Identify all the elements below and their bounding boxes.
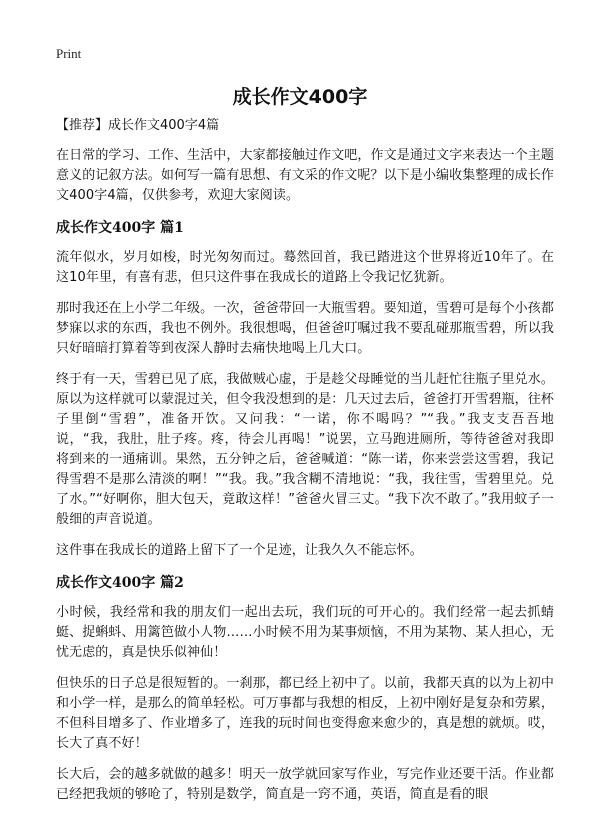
print-link[interactable]: Print xyxy=(56,46,82,61)
paragraph: 小时候，我经常和我的朋友们一起出去玩，我们玩的可开心的。我们经常一起去抓蜻蜓、捉蝌蚪、用篱笆做小人物……小时候不用为某事烦恼，不用为某物、某人担心，无忧无虑的，真是快乐似神仙！ xyxy=(56,605,554,660)
paragraph: 终于有一天，雪碧已见了底，我做贼心虚，于是趁父母睡觉的当儿赶忙往瓶子里兑水。原以为这样就可以蒙混过关，但令我没想到的是：几天过去后，爸爸打开雪碧瓶，往杯子里倒“雪碧”，准备开饮。又问我：“一诺，你不喝吗？”“我。”我支支吾吾地说，“我，我肚，肚子疼。疼，待会儿再喝！”说罢，立马跑进厕所，等待爸爸对我即将到来的一通痛训。果然，五分钟之后，爸爸喊道：“陈一诺，你来尝尝这雪碧，我记得雪碧不是那么清淡的啊！”“我。我。”我含糊不清地说：“我，我往雪，雪碧里兑。兑了水。”“好啊你，胆大包天，竟敢这样！”爸爸火冒三丈。“我下次不敢了。”我用蚊子一般细的声音说道。 xyxy=(56,372,554,527)
paragraph: 那时我还在上小学二年级。一次，爸爸带回一大瓶雪碧。要知道，雪碧可是每个小孩都梦寐以求的东西，我也不例外。我很想喝，但爸爸叮嘱过我不要乱碰那瓶雪碧，所以我只好暗暗打算着等到夜深人静时去痛快地喝上几大口。 xyxy=(56,301,554,356)
section-heading-2: 成长作文400字 篇2 xyxy=(56,575,184,591)
intro-paragraph: 在日常的学习、工作、生活中，大家都接触过作文吧，作文是通过文字来表达一个主题意义的记叙方法。如何写一篇有思想、有文采的作文呢？以下是小编收集整理的成长作文400字4篇，仅供参考，欢迎大家阅读。 xyxy=(56,148,554,203)
page-title: 成长作文400字 xyxy=(232,86,368,108)
paragraph: 流年似水，岁月如梭，时光匆匆而过。蓦然回首，我已踏进这个世界将近10年了。在这10年里，有喜有悲，但只这件事在我成长的道路上令我记忆犹新。 xyxy=(56,250,554,285)
article-body xyxy=(56,116,554,816)
paragraph: 这件事在我成长的道路上留下了一个足迹，让我久久不能忘怀。 xyxy=(56,543,423,558)
section-heading-1: 成长作文400字 篇1 xyxy=(56,220,184,236)
recommend-line: 【推荐】成长作文400字4篇 xyxy=(56,118,220,133)
paragraph: 长大后，会的越多就做的越多！明天一放学就回家写作业，写完作业还要干活。作业都已经把我烦的够呛了，特别是数学，简直是一窍不通，英语，简直是看的眼 xyxy=(56,767,554,802)
paragraph: 但快乐的日子总是很短暂的。一刹那，都已经上初中了。以前，我都天真的以为上初中和小学一样，是那么的简单轻松。可万事都与我想的相反，上初中刚好是复杂和劳累，不但科目增多了、作业增多了，连我的玩时间也变得愈来愈少的，真是想的就烦。哎，长大了真不好！ xyxy=(56,676,554,751)
